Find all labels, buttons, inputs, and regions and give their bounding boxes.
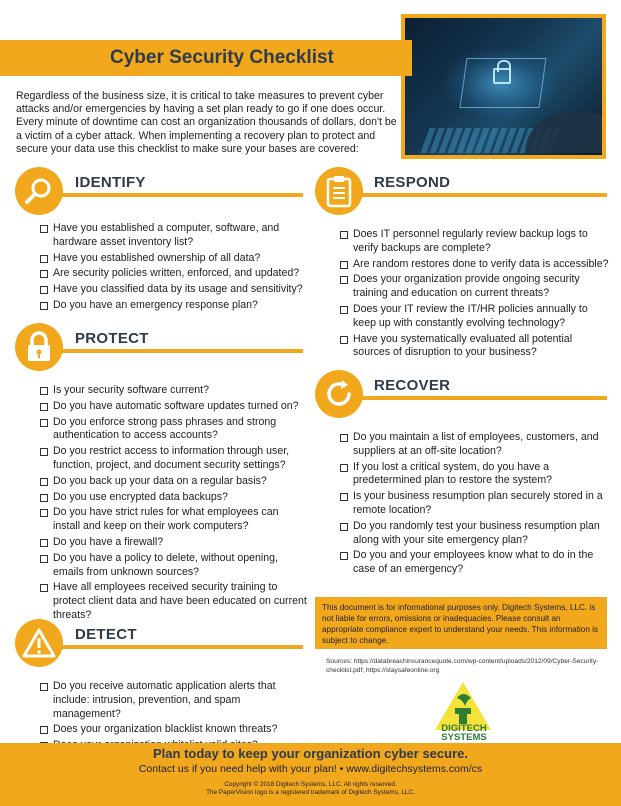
checkbox[interactable]: [340, 493, 348, 501]
checkbox[interactable]: [40, 270, 48, 278]
checkbox[interactable]: [40, 302, 48, 310]
list-item[interactable]: Are random restores done to verify data is accessible?: [340, 258, 610, 272]
protect-rule: [60, 349, 303, 353]
list-item[interactable]: Does IT personnel regularly review backup logs to verify backups are complete?: [340, 228, 610, 256]
list-item[interactable]: Are security policies written, enforced, and updated?: [40, 267, 308, 281]
list-item[interactable]: Do you back up your data on a regular basis?: [40, 475, 308, 489]
hero-lock-icon: [493, 68, 511, 84]
refresh-icon: [315, 370, 363, 418]
checkbox[interactable]: [40, 584, 48, 592]
recover-heading: RECOVER: [374, 377, 451, 394]
respond-rule: [360, 193, 607, 197]
logo-wordmark: DIGITECH SYSTEMS: [441, 723, 487, 743]
detect-heading: DETECT: [75, 626, 137, 643]
checkbox[interactable]: [340, 231, 348, 239]
title-bar: [0, 40, 412, 76]
checkbox[interactable]: [340, 552, 348, 560]
footer-trademark: The PaperVision logo is a registered trademark of Digitech Systems, LLC.: [206, 789, 415, 796]
checkbox[interactable]: [340, 464, 348, 472]
hero-image: [401, 14, 606, 159]
recover-list: [340, 431, 610, 579]
checkbox[interactable]: [40, 448, 48, 456]
list-item[interactable]: Have you systematically evaluated all potential sources of disruption to your business?: [340, 333, 610, 361]
identify-heading: IDENTIFY: [75, 174, 146, 191]
padlock-icon: [15, 323, 63, 371]
list-item[interactable]: Do you have an emergency response plan?: [40, 299, 308, 313]
list-item[interactable]: Do you use encrypted data backups?: [40, 491, 308, 505]
checkbox[interactable]: [40, 539, 48, 547]
list-item[interactable]: Does your IT review the IT/HR policies annually to keep up with constantly evolving technology?: [340, 303, 610, 331]
warning-icon: [15, 619, 63, 667]
checkbox[interactable]: [40, 419, 48, 427]
list-item[interactable]: Have you established a computer, software, and hardware asset inventory list?: [40, 222, 308, 250]
list-item[interactable]: Is your business resumption plan securely stored in a remote location?: [340, 490, 610, 518]
checkbox[interactable]: [340, 336, 348, 344]
page-title: Cyber Security Checklist: [110, 47, 334, 68]
list-item[interactable]: Do you restrict access to information through user, function, project, and document security settings?: [40, 445, 308, 473]
sources-text: Sources: https://databreachinsurancequote.com/wp-content/uploads/2012/09/Cyber-Security-checklist.pdf; https://staysafeonline.org: [326, 658, 599, 674]
checkbox[interactable]: [40, 225, 48, 233]
list-item[interactable]: If you lost a critical system, do you have a predetermined plan to restore the system?: [340, 461, 610, 489]
checkbox[interactable]: [40, 683, 48, 691]
checkbox[interactable]: [40, 255, 48, 263]
recover-rule: [360, 396, 607, 400]
footer-banner: [0, 743, 621, 806]
checkbox[interactable]: [340, 261, 348, 269]
disclaimer-box: This document is for informational purposes only. Digitech Systems, LLC. is not liable for errors, omissions or inadequacies. Please consult an appropriate compliance expert to understand your needs. This information is subject to change.: [315, 597, 607, 649]
checkbox[interactable]: [40, 555, 48, 563]
respond-heading: RESPOND: [374, 174, 451, 191]
footer-contact: Contact us if you need help with your plan! • www.digitechsystems.com/cs: [138, 763, 483, 775]
footer-headline: Plan today to keep your organization cyber secure.: [153, 746, 468, 761]
checkbox[interactable]: [40, 494, 48, 502]
list-item[interactable]: Have all employees received security training to protect client data and have been educated on current threats?: [40, 581, 308, 622]
magnifier-icon: [15, 167, 63, 215]
checkbox[interactable]: [340, 276, 348, 284]
list-item[interactable]: Do you have a policy to delete, without opening, emails from unknown sources?: [40, 552, 308, 580]
checkbox[interactable]: [340, 306, 348, 314]
list-item[interactable]: Have you established ownership of all data?: [40, 252, 308, 266]
list-item[interactable]: Do you have automatic software updates turned on?: [40, 400, 308, 414]
checkbox[interactable]: [40, 403, 48, 411]
protect-heading: PROTECT: [75, 330, 149, 347]
checkbox[interactable]: [40, 478, 48, 486]
identify-rule: [60, 193, 303, 197]
checkbox[interactable]: [40, 387, 48, 395]
list-item[interactable]: Do you and your employees know what to do in the case of an emergency?: [340, 549, 610, 577]
intro-paragraph: Regardless of the business size, it is critical to take measures to prevent cyber attacks and/or emergencies by having a set plan ready to go if one does occur. Every minute of downtime can cost an organization thousands of dollars, don't be a victim of a cyber attack. When implementing a recovery plan to protect and secure your data use this checklist to make sure your bases are covered:: [16, 90, 397, 155]
list-item[interactable]: Does your organization provide ongoing security training and education on current threats?: [340, 273, 610, 301]
list-item[interactable]: Do you have strict rules for what employees can install and keep on their work computers?: [40, 506, 308, 534]
identify-list: [40, 222, 308, 315]
protect-list: [40, 384, 308, 625]
checkbox[interactable]: [340, 434, 348, 442]
list-item[interactable]: Is your security software current?: [40, 384, 308, 398]
checkbox[interactable]: [40, 726, 48, 734]
checkbox[interactable]: [40, 509, 48, 517]
list-item[interactable]: Do you have a firewall?: [40, 536, 308, 550]
list-item[interactable]: Do you maintain a list of employees, customers, and suppliers at an off-site location?: [340, 431, 610, 459]
checkbox[interactable]: [340, 523, 348, 531]
list-item[interactable]: Do you enforce strong pass phrases and strong authentication to access accounts?: [40, 416, 308, 444]
footer-copyright: Copyright © 2018 Digitech Systems, LLC. All rights reserved.: [224, 781, 397, 788]
clipboard-icon: [315, 167, 363, 215]
list-item[interactable]: Do you receive automatic application alerts that include: intrusion, prevention, and spam management?: [40, 680, 308, 721]
list-item[interactable]: Does your organization blacklist known threats?: [40, 723, 308, 737]
list-item[interactable]: Do you randomly test your business resumption plan along with your site emergency plan?: [340, 520, 610, 548]
list-item[interactable]: Have you classified data by its usage and sensitivity?: [40, 283, 308, 297]
checkbox[interactable]: [40, 286, 48, 294]
respond-list: [340, 228, 610, 362]
detect-rule: [60, 645, 303, 649]
